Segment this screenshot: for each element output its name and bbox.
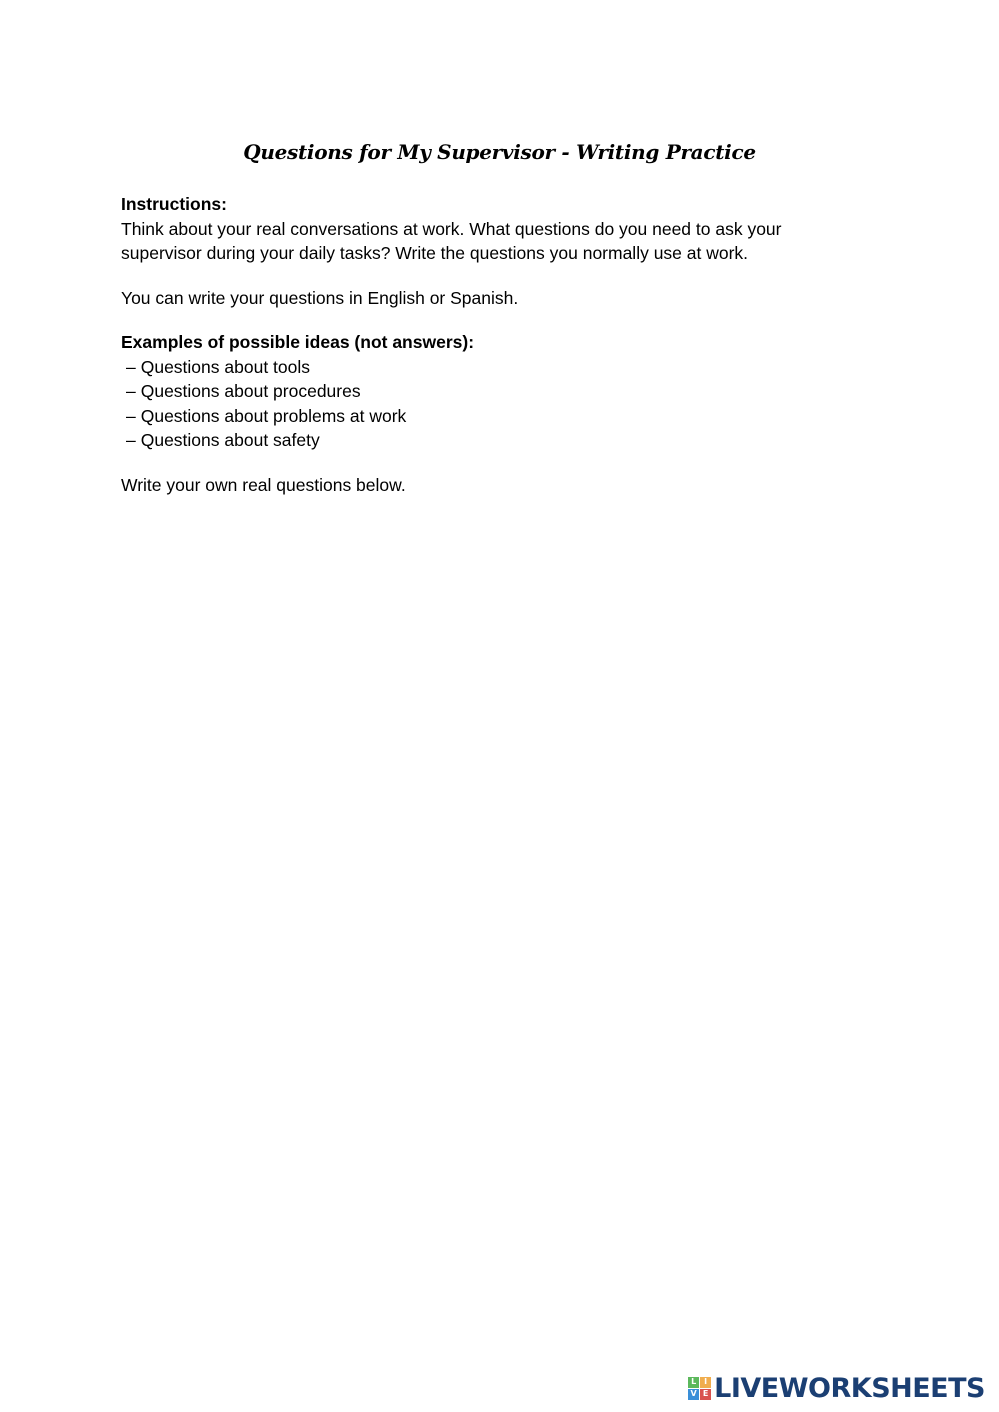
- list-item: – Questions about tools: [126, 356, 311, 377]
- logo-cell-v: V: [688, 1389, 699, 1400]
- examples-list: [121, 355, 841, 453]
- examples-heading: Examples of possible ideas (not answers):: [121, 332, 475, 352]
- logo-text: LIVEWORKSHEETS: [714, 1372, 985, 1404]
- dash-bullet: –: [126, 381, 136, 401]
- instructions-text: Think about your real conversations at work. What questions do you need to ask your supervisor during your daily tasks? Write the questions you normally use at work.: [121, 218, 782, 263]
- liveworksheets-logo: [688, 1373, 985, 1403]
- list-item: – Questions about problems at work: [126, 405, 407, 426]
- dash-bullet: –: [126, 430, 136, 450]
- dash-bullet: –: [126, 405, 136, 426]
- worksheet-body: [121, 192, 841, 497]
- list-item: – Questions about safety: [126, 430, 320, 450]
- logo-cell-l: L: [688, 1377, 699, 1388]
- list-item: – Questions about procedures: [126, 381, 361, 401]
- logo-cell-e: E: [700, 1389, 711, 1400]
- logo-mark-icon: [688, 1377, 711, 1400]
- closing-instruction: Write your own real questions below.: [121, 474, 406, 495]
- instructions-heading: Instructions:: [121, 194, 227, 214]
- worksheet-title: Questions for My Supervisor - Writing Practice: [243, 140, 756, 164]
- logo-cell-i: I: [700, 1377, 711, 1388]
- dash-bullet: –: [126, 356, 136, 377]
- language-note: You can write your questions in English or Spanish.: [121, 287, 519, 308]
